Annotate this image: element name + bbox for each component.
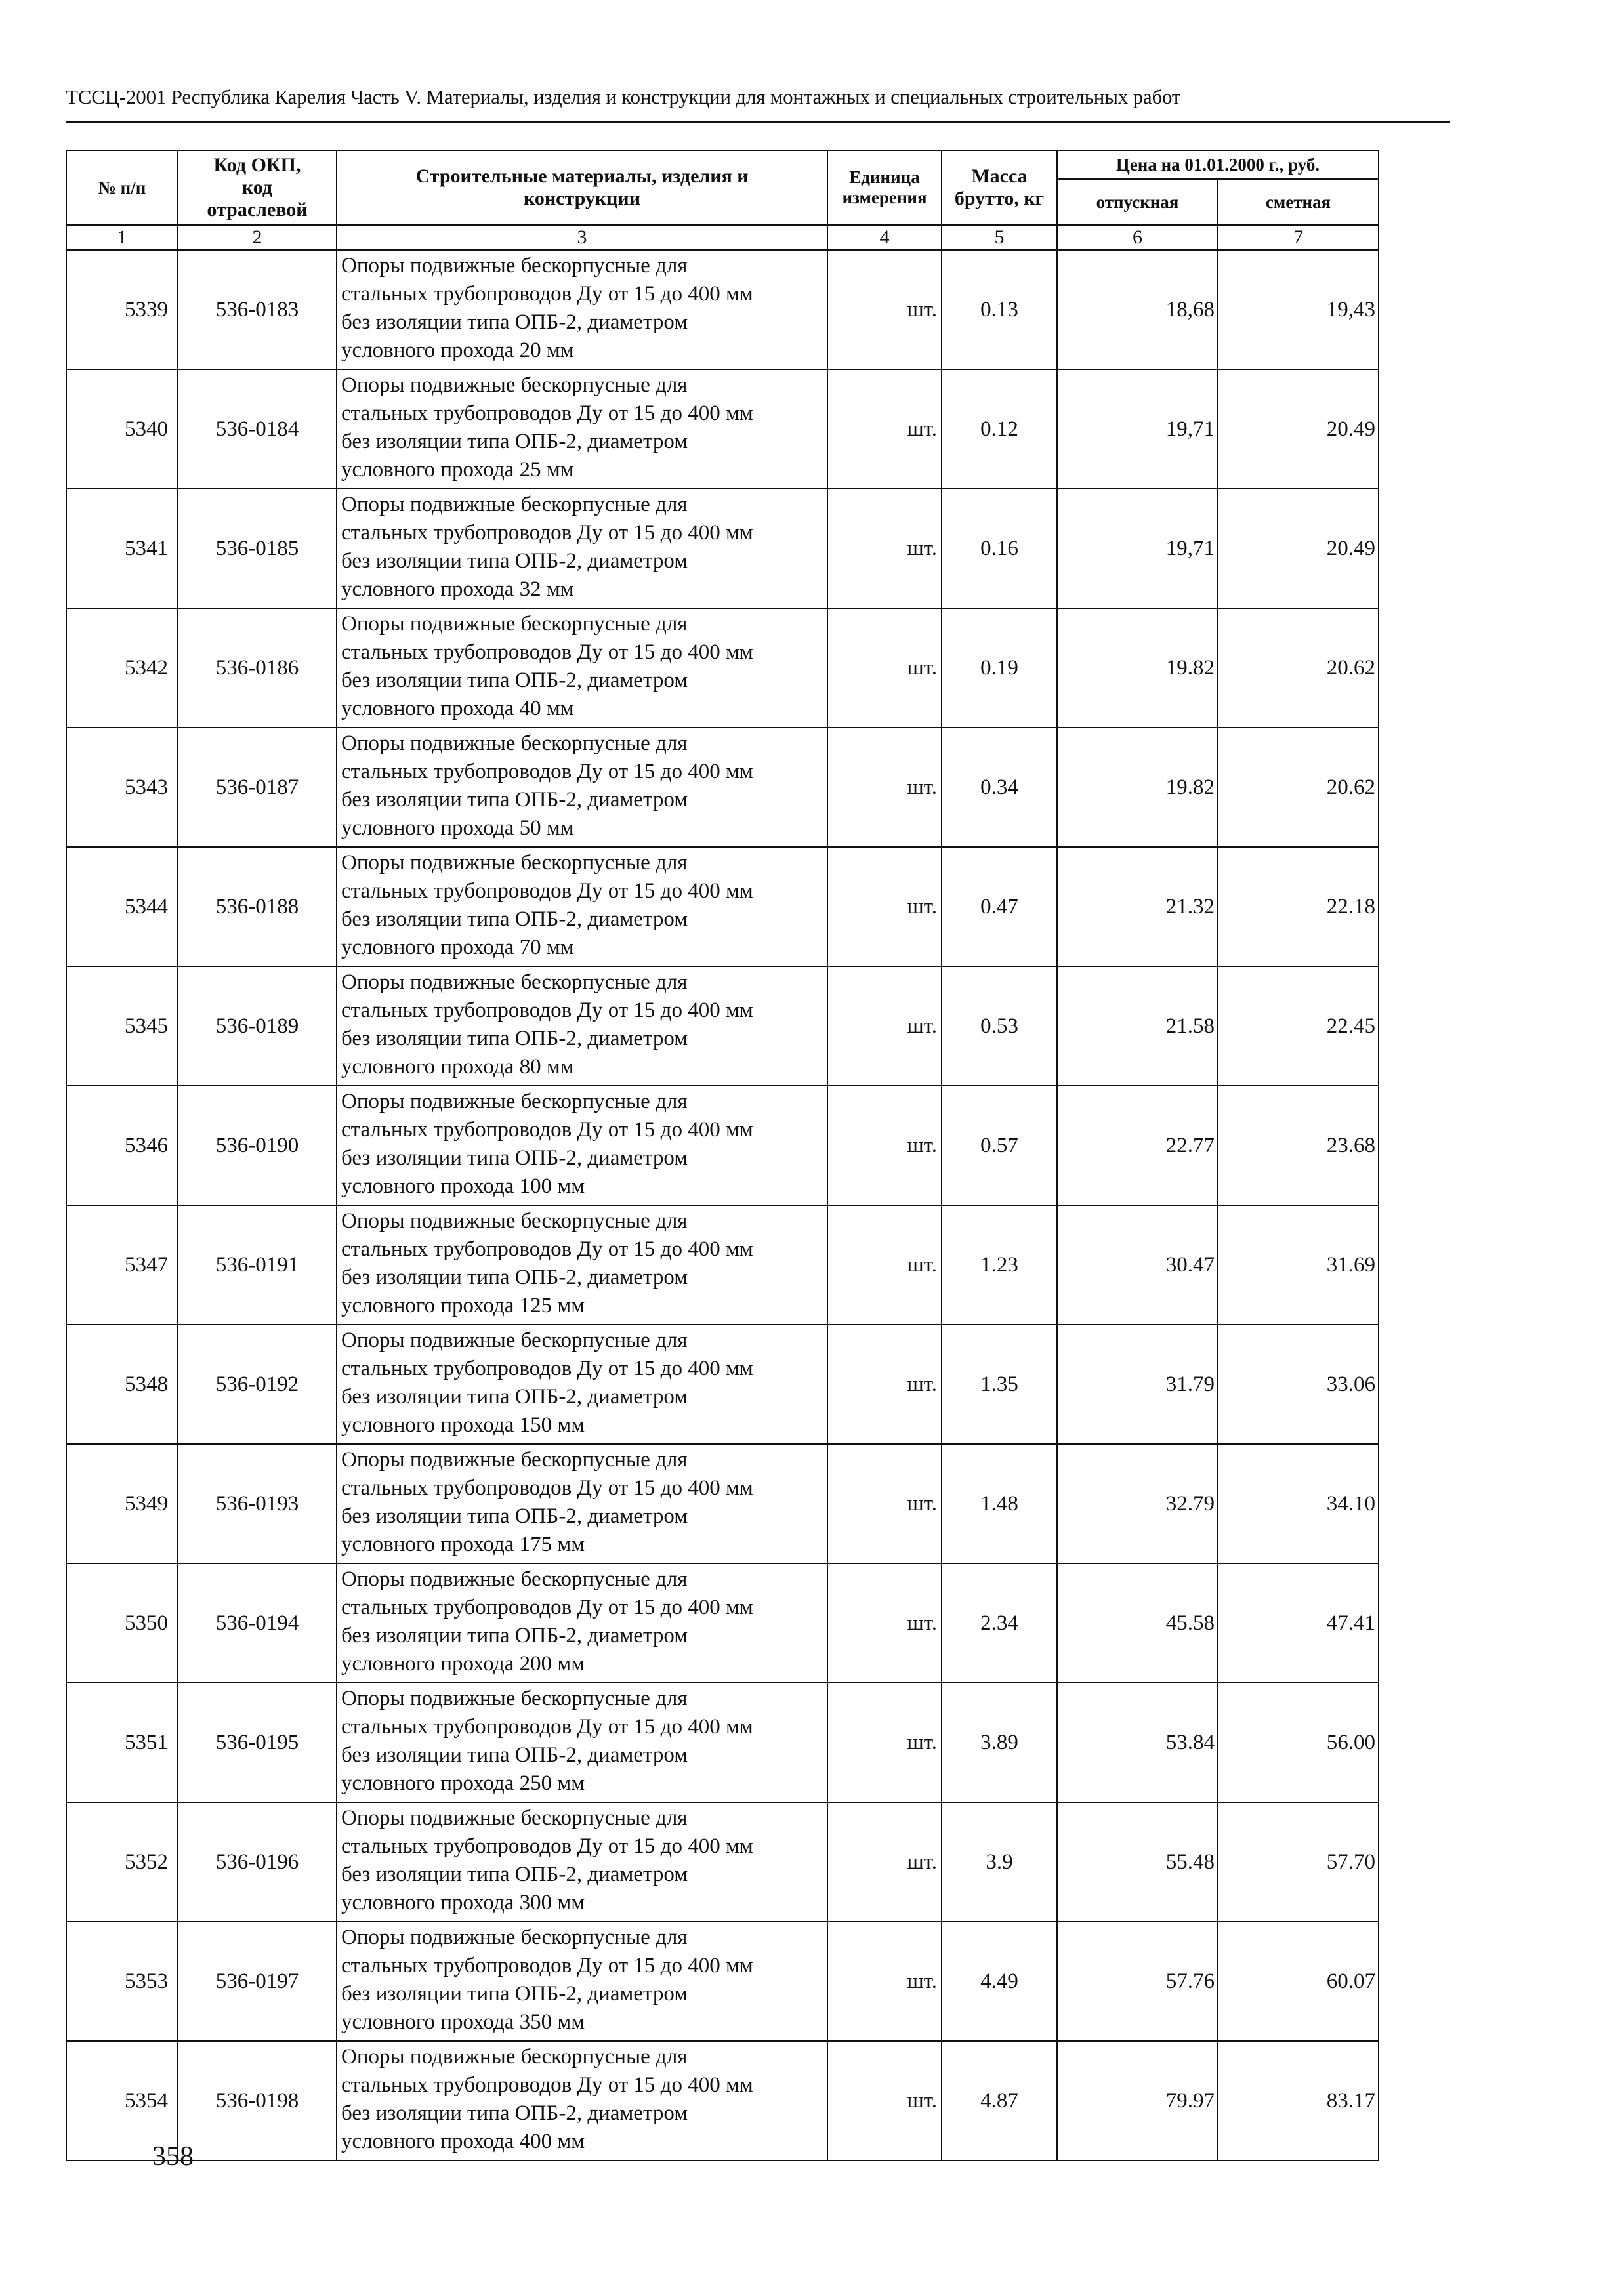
header-unit: Единица измерения — [827, 150, 942, 225]
column-number: 2 — [178, 225, 337, 250]
price-table — [66, 150, 1379, 2161]
table-row — [66, 1325, 1379, 1444]
price-release: 30.47 — [1057, 1205, 1218, 1325]
okp-code: 536-0195 — [178, 1683, 337, 1802]
price-estimate: 34.10 — [1218, 1444, 1379, 1563]
price-release: 18,68 — [1057, 250, 1218, 369]
price-release: 19.82 — [1057, 608, 1218, 728]
gross-mass: 1.23 — [942, 1205, 1057, 1325]
okp-code: 536-0188 — [178, 847, 337, 966]
page-number: 358 — [152, 2141, 194, 2172]
price-estimate: 20.62 — [1218, 608, 1379, 728]
price-release: 31.79 — [1057, 1325, 1218, 1444]
price-estimate: 60.07 — [1218, 1922, 1379, 2041]
column-number: 6 — [1057, 225, 1218, 250]
gross-mass: 3.9 — [942, 1802, 1057, 1922]
material-description: Опоры подвижные бескорпусные для стальных трубопроводов Ду от 15 до 400 мм без изоляции типа ОПБ-2, диаметром условного прохода 250 мм — [337, 1683, 827, 1802]
row-number: 5348 — [66, 1325, 178, 1444]
material-description: Опоры подвижные бескорпусные для стальных трубопроводов Ду от 15 до 400 мм без изоляции типа ОПБ-2, диаметром условного прохода 70 мм — [337, 847, 827, 966]
column-number: 7 — [1218, 225, 1379, 250]
material-description: Опоры подвижные бескорпусные для стальных трубопроводов Ду от 15 до 400 мм без изоляции типа ОПБ-2, диаметром условного прохода 50 мм — [337, 728, 827, 847]
row-number: 5353 — [66, 1922, 178, 2041]
material-description: Опоры подвижные бескорпусные для стальных трубопроводов Ду от 15 до 400 мм без изоляции типа ОПБ-2, диаметром условного прохода 200 мм — [337, 1563, 827, 1683]
row-number: 5351 — [66, 1683, 178, 1802]
unit-of-measure: шт. — [827, 1325, 942, 1444]
gross-mass: 0.57 — [942, 1086, 1057, 1205]
gross-mass: 0.16 — [942, 489, 1057, 608]
table-row — [66, 2041, 1379, 2160]
price-estimate: 22.18 — [1218, 847, 1379, 966]
column-number: 5 — [942, 225, 1057, 250]
table-row — [66, 847, 1379, 966]
material-description: Опоры подвижные бескорпусные для стальных трубопроводов Ду от 15 до 400 мм без изоляции типа ОПБ-2, диаметром условного прохода 25 мм — [337, 369, 827, 489]
gross-mass: 0.53 — [942, 966, 1057, 1086]
price-release: 53.84 — [1057, 1683, 1218, 1802]
material-description: Опоры подвижные бескорпусные для стальных трубопроводов Ду от 15 до 400 мм без изоляции типа ОПБ-2, диаметром условного прохода 125 мм — [337, 1205, 827, 1325]
price-release: 19,71 — [1057, 369, 1218, 489]
material-description: Опоры подвижные бескорпусные для стальных трубопроводов Ду от 15 до 400 мм без изоляции типа ОПБ-2, диаметром условного прохода 40 мм — [337, 608, 827, 728]
unit-of-measure: шт. — [827, 250, 942, 369]
header-num: № п/п — [66, 150, 178, 225]
price-estimate: 20.49 — [1218, 369, 1379, 489]
unit-of-measure: шт. — [827, 1563, 942, 1683]
unit-of-measure: шт. — [827, 847, 942, 966]
row-number: 5340 — [66, 369, 178, 489]
okp-code: 536-0190 — [178, 1086, 337, 1205]
price-estimate: 56.00 — [1218, 1683, 1379, 1802]
row-number: 5343 — [66, 728, 178, 847]
row-number: 5346 — [66, 1086, 178, 1205]
gross-mass: 4.49 — [942, 1922, 1057, 2041]
gross-mass: 1.48 — [942, 1444, 1057, 1563]
material-description: Опоры подвижные бескорпусные для стальных трубопроводов Ду от 15 до 400 мм без изоляции типа ОПБ-2, диаметром условного прохода 300 мм — [337, 1802, 827, 1922]
material-description: Опоры подвижные бескорпусные для стальных трубопроводов Ду от 15 до 400 мм без изоляции типа ОПБ-2, диаметром условного прохода 400 мм — [337, 2041, 827, 2160]
header-materials: Строительные материалы, изделия и конструкции — [337, 150, 827, 225]
header-price-estimate: сметная — [1218, 179, 1379, 225]
table-row — [66, 489, 1379, 608]
okp-code: 536-0185 — [178, 489, 337, 608]
gross-mass: 0.34 — [942, 728, 1057, 847]
unit-of-measure: шт. — [827, 1802, 942, 1922]
header-price-release: отпускная — [1057, 179, 1218, 225]
price-release: 55.48 — [1057, 1802, 1218, 1922]
price-release: 32.79 — [1057, 1444, 1218, 1563]
price-release: 19,71 — [1057, 489, 1218, 608]
gross-mass: 1.35 — [942, 1325, 1057, 1444]
price-release: 57.76 — [1057, 1922, 1218, 2041]
unit-of-measure: шт. — [827, 608, 942, 728]
okp-code: 536-0192 — [178, 1325, 337, 1444]
okp-code: 536-0191 — [178, 1205, 337, 1325]
table-row — [66, 728, 1379, 847]
table-row — [66, 1086, 1379, 1205]
unit-of-measure: шт. — [827, 1205, 942, 1325]
gross-mass: 2.34 — [942, 1563, 1057, 1683]
gross-mass: 0.19 — [942, 608, 1057, 728]
row-number: 5352 — [66, 1802, 178, 1922]
price-estimate: 22.45 — [1218, 966, 1379, 1086]
row-number: 5349 — [66, 1444, 178, 1563]
okp-code: 536-0197 — [178, 1922, 337, 2041]
column-number-row — [66, 225, 1379, 250]
price-estimate: 31.69 — [1218, 1205, 1379, 1325]
table-row — [66, 1205, 1379, 1325]
unit-of-measure: шт. — [827, 2041, 942, 2160]
table-row — [66, 1922, 1379, 2041]
okp-code: 536-0183 — [178, 250, 337, 369]
unit-of-measure: шт. — [827, 1683, 942, 1802]
column-number: 1 — [66, 225, 178, 250]
okp-code: 536-0194 — [178, 1563, 337, 1683]
row-number: 5354 — [66, 2041, 178, 2160]
gross-mass: 4.87 — [942, 2041, 1057, 2160]
row-number: 5347 — [66, 1205, 178, 1325]
price-estimate: 23.68 — [1218, 1086, 1379, 1205]
price-release: 21.32 — [1057, 847, 1218, 966]
material-description: Опоры подвижные бескорпусные для стальных трубопроводов Ду от 15 до 400 мм без изоляции типа ОПБ-2, диаметром условного прохода 175 мм — [337, 1444, 827, 1563]
header-code: Код ОКП, код отраслевой — [178, 150, 337, 225]
price-release: 22.77 — [1057, 1086, 1218, 1205]
price-estimate: 20.62 — [1218, 728, 1379, 847]
price-estimate: 57.70 — [1218, 1802, 1379, 1922]
material-description: Опоры подвижные бескорпусные для стальных трубопроводов Ду от 15 до 400 мм без изоляции типа ОПБ-2, диаметром условного прохода 100 мм — [337, 1086, 827, 1205]
row-number: 5350 — [66, 1563, 178, 1683]
column-number: 4 — [827, 225, 942, 250]
okp-code: 536-0196 — [178, 1802, 337, 1922]
unit-of-measure: шт. — [827, 1086, 942, 1205]
unit-of-measure: шт. — [827, 1922, 942, 2041]
header-mass: Масса брутто, кг — [942, 150, 1057, 225]
row-number: 5341 — [66, 489, 178, 608]
price-release: 45.58 — [1057, 1563, 1218, 1683]
price-release: 19.82 — [1057, 728, 1218, 847]
table-row — [66, 1563, 1379, 1683]
okp-code: 536-0198 — [178, 2041, 337, 2160]
material-description: Опоры подвижные бескорпусные для стальных трубопроводов Ду от 15 до 400 мм без изоляции типа ОПБ-2, диаметром условного прохода 20 мм — [337, 250, 827, 369]
price-estimate: 20.49 — [1218, 489, 1379, 608]
gross-mass: 3.89 — [942, 1683, 1057, 1802]
price-release: 79.97 — [1057, 2041, 1218, 2160]
row-number: 5344 — [66, 847, 178, 966]
material-description: Опоры подвижные бескорпусные для стальных трубопроводов Ду от 15 до 400 мм без изоляции типа ОПБ-2, диаметром условного прохода 150 мм — [337, 1325, 827, 1444]
column-number: 3 — [337, 225, 827, 250]
row-number: 5342 — [66, 608, 178, 728]
table-row — [66, 250, 1379, 369]
okp-code: 536-0193 — [178, 1444, 337, 1563]
table-row — [66, 1802, 1379, 1922]
price-estimate: 33.06 — [1218, 1325, 1379, 1444]
material-description: Опоры подвижные бескорпусные для стальных трубопроводов Ду от 15 до 400 мм без изоляции типа ОПБ-2, диаметром условного прохода 80 мм — [337, 966, 827, 1086]
table-row — [66, 369, 1379, 489]
material-description: Опоры подвижные бескорпусные для стальных трубопроводов Ду от 15 до 400 мм без изоляции типа ОПБ-2, диаметром условного прохода 350 мм — [337, 1922, 827, 2041]
header-rule — [66, 121, 1450, 123]
gross-mass: 0.47 — [942, 847, 1057, 966]
table-row — [66, 1444, 1379, 1563]
material-description: Опоры подвижные бескорпусные для стальных трубопроводов Ду от 15 до 400 мм без изоляции типа ОПБ-2, диаметром условного прохода 32 мм — [337, 489, 827, 608]
price-estimate: 47.41 — [1218, 1563, 1379, 1683]
price-estimate: 19,43 — [1218, 250, 1379, 369]
unit-of-measure: шт. — [827, 369, 942, 489]
price-estimate: 83.17 — [1218, 2041, 1379, 2160]
unit-of-measure: шт. — [827, 489, 942, 608]
unit-of-measure: шт. — [827, 728, 942, 847]
okp-code: 536-0187 — [178, 728, 337, 847]
table-row — [66, 966, 1379, 1086]
unit-of-measure: шт. — [827, 1444, 942, 1563]
okp-code: 536-0189 — [178, 966, 337, 1086]
row-number: 5345 — [66, 966, 178, 1086]
unit-of-measure: шт. — [827, 966, 942, 1086]
page-header: ТССЦ-2001 Республика Карелия Часть V. Материалы, изделия и конструкции для монтажных и специальных строительных работ — [66, 85, 1181, 108]
header-price-group: Цена на 01.01.2000 г., руб. — [1057, 150, 1379, 179]
table-row — [66, 608, 1379, 728]
row-number: 5339 — [66, 250, 178, 369]
table-row — [66, 1683, 1379, 1802]
gross-mass: 0.13 — [942, 250, 1057, 369]
okp-code: 536-0186 — [178, 608, 337, 728]
gross-mass: 0.12 — [942, 369, 1057, 489]
okp-code: 536-0184 — [178, 369, 337, 489]
price-release: 21.58 — [1057, 966, 1218, 1086]
